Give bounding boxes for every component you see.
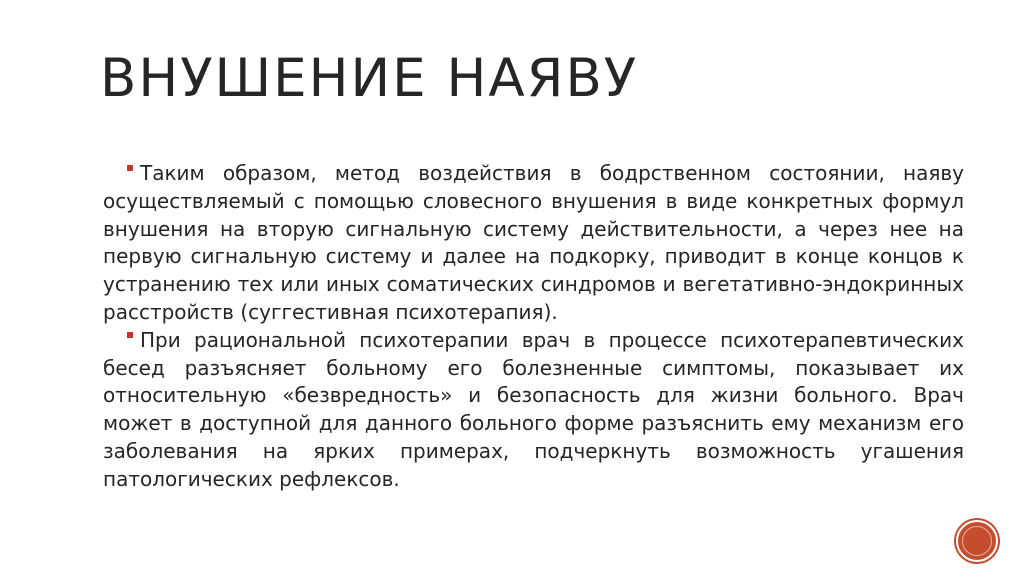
square-bullet-icon xyxy=(127,165,133,171)
paragraph-2-text: При рациональной психотерапии врач в процессе психотерапевтических бесед разъясняет больному его болезненные симптомы, показывает их относительную «безвредность» и безопасность для жизни больного. Врач может в доступной для данного больного форме разъяснить ему механизм его заболевания на ярких примерах, подчеркнуть возможность угашения патологических рефлексов. xyxy=(103,327,964,491)
paragraph-1-text: Таким образом, метод воздействия в бодрственном состоянии, наяву осуществляемый с помощью словесного внушения в виде конкретных формул внушения на вторую сигнальную систему действительности, а через нее на первую сигнальную систему и далее на подкорку, приводит в конце концов к устранению тех или иных соматических синдромов и вегетативно-эндокринных расстройств (суггестивная психотерапия). xyxy=(103,161,964,324)
slide-body xyxy=(103,160,964,494)
paragraph-1 xyxy=(103,160,964,327)
badge-ring xyxy=(962,526,992,556)
paragraph-2 xyxy=(103,327,964,494)
slide-title: ВНУШЕНИЕ НАЯВУ xyxy=(100,48,639,109)
slide-number-badge-icon xyxy=(956,520,998,562)
square-bullet-icon xyxy=(127,332,133,338)
